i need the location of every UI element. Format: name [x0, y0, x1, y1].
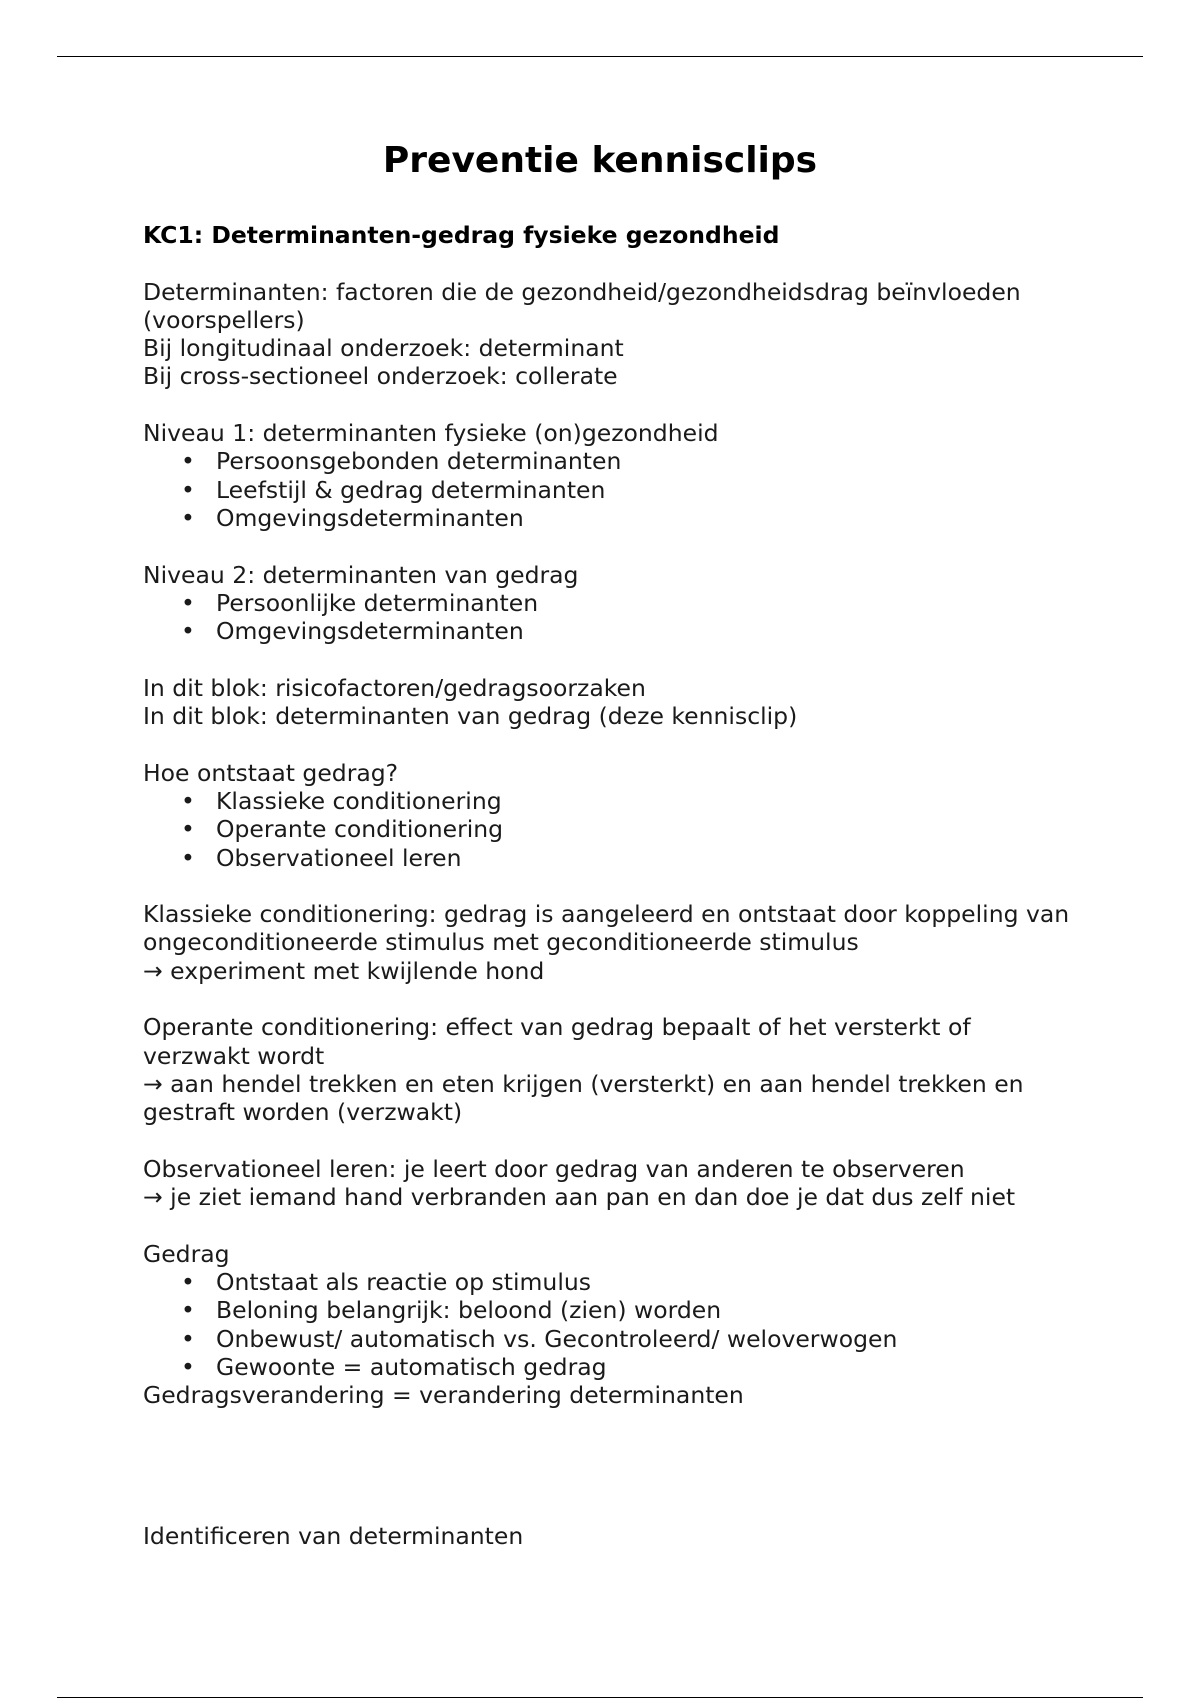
- example-line: → aan hendel trekken en eten krijgen (versterkt) en aan hendel trekken en gestraft worden (verzwakt): [143, 1069, 1024, 1127]
- list-item: • Gewoonte = automatisch gedrag: [143, 1353, 1073, 1381]
- example-line: → je ziet iemand hand verbranden aan pan en dan doe je dat dus zelf niet: [143, 1183, 1016, 1212]
- paragraph: Identificeren van determinanten: [143, 1522, 524, 1551]
- list-item: • Onbewust/ automatisch vs. Gecontroleerd/ weloverwogen: [143, 1325, 1073, 1353]
- document-body: [143, 221, 1073, 1551]
- paragraph: In dit blok: determinanten van gedrag (deze kennisclip): [143, 702, 798, 731]
- paragraph: Bij longitudinaal onderzoek: determinant: [143, 334, 624, 363]
- section-heading: KC1: Determinanten-gedrag fysieke gezondheid: [143, 221, 780, 249]
- list-item: • Observationeel leren: [143, 844, 1073, 872]
- paragraph: In dit blok: risicofactoren/gedragsoorzaken: [143, 673, 646, 702]
- list-item: • Leefstijl & gedrag determinanten: [143, 476, 1073, 504]
- page-title: Preventie kennisclips: [382, 140, 818, 181]
- example-line: → experiment met kwijlende hond: [143, 956, 545, 985]
- paragraph: Determinanten: factoren die de gezondheid/gezondheidsdrag beïnvloeden (voorspellers): [143, 277, 1021, 334]
- list-item: • Persoonlijke determinanten: [143, 589, 1073, 617]
- bullet-list: [143, 589, 1073, 646]
- list-heading: Niveau 2: determinanten van gedrag: [143, 560, 579, 589]
- list-item: • Omgevingsdeterminanten: [143, 617, 1073, 645]
- list-heading: Niveau 1: determinanten fysieke (on)gezondheid: [143, 419, 719, 448]
- bullet-list: [143, 787, 1073, 872]
- bullet-list: [143, 447, 1073, 532]
- list-item: • Beloning belangrijk: beloond (zien) worden: [143, 1296, 1073, 1324]
- list-item: • Ontstaat als reactie op stimulus: [143, 1268, 1073, 1296]
- bullet-list: [143, 1268, 1073, 1381]
- top-rule: [57, 56, 1143, 57]
- list-heading: Gedrag: [143, 1239, 230, 1268]
- paragraph: Operante conditionering: effect van gedrag bepaalt of het versterkt of verzwakt wordt: [143, 1013, 971, 1070]
- list-item: • Klassieke conditionering: [143, 787, 1073, 815]
- list-item: • Persoonsgebonden determinanten: [143, 447, 1073, 475]
- bottom-rule: [57, 1697, 1143, 1698]
- paragraph: Klassieke conditionering: gedrag is aangeleerd en ontstaat door koppeling van ongeconditioneerde stimulus met geconditioneerde stimulus: [143, 900, 1070, 957]
- paragraph: Bij cross-sectioneel onderzoek: collerate: [143, 362, 618, 391]
- paragraph: Observationeel leren: je leert door gedrag van anderen te observeren: [143, 1154, 965, 1183]
- list-item: • Omgevingsdeterminanten: [143, 504, 1073, 532]
- list-item: • Operante conditionering: [143, 815, 1073, 843]
- paragraph: Gedragsverandering = verandering determinanten: [143, 1381, 744, 1410]
- list-heading: Hoe ontstaat gedrag?: [143, 758, 399, 787]
